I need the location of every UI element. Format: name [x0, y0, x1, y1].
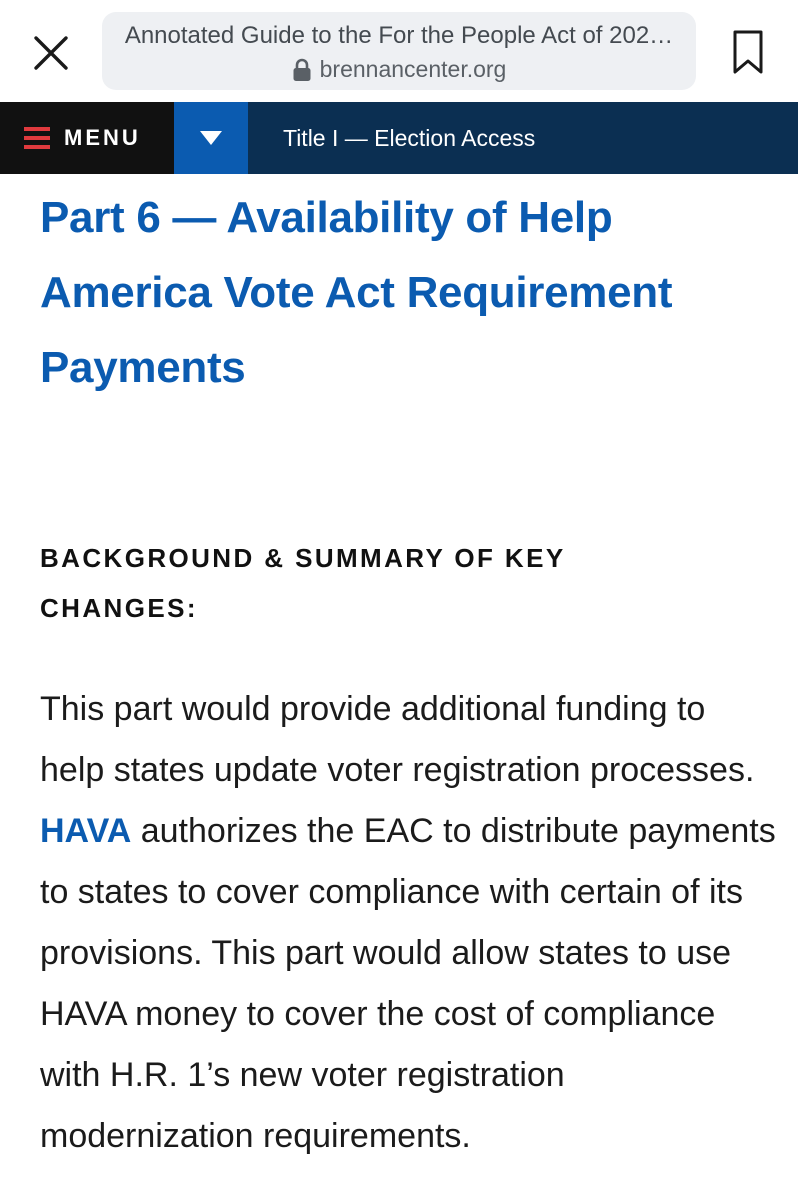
paragraph-text: authorizes the EAC to distribute payments to states to cover compliance with certain of its provisions. This part would allow states to use HAVA money to cover the cost of compliance with H.R. 1’s new voter registration modernization requirements. [40, 812, 776, 1155]
section-dropdown-button[interactable] [174, 102, 248, 174]
page-title [40, 180, 770, 405]
hamburger-icon [24, 127, 50, 149]
paragraph-text: This part would provide additional funding to help states update voter registration processes. [40, 690, 755, 789]
article-content [40, 180, 776, 1167]
address-bar[interactable] [102, 12, 696, 90]
bookmark-icon [732, 29, 764, 75]
summary-paragraph [40, 679, 778, 1167]
heading-line: America Vote Act Requirement [40, 268, 673, 317]
heading-line: Payments [40, 343, 246, 392]
kicker-line: CHANGES: [40, 593, 198, 623]
lock-icon [292, 58, 312, 82]
kicker-line: BACKGROUND & SUMMARY OF KEY [40, 543, 566, 573]
current-section-title[interactable]: Title I — Election Access [283, 125, 536, 151]
page-title-text: Annotated Guide to the For the People Act of 202… [124, 22, 674, 49]
chevron-down-icon [200, 131, 222, 145]
url-host [102, 56, 696, 83]
close-icon [33, 35, 69, 71]
host-text: brennancenter.org [319, 56, 507, 82]
site-nav-bar [0, 102, 798, 174]
close-button[interactable] [28, 30, 74, 76]
menu-button[interactable] [0, 102, 174, 174]
hava-link[interactable]: HAVA [40, 812, 132, 850]
menu-label: MENU [64, 125, 141, 150]
bookmark-button[interactable] [726, 26, 770, 78]
heading-line: Part 6 — Availability of Help [40, 193, 613, 242]
section-kicker [40, 533, 770, 633]
browser-toolbar [0, 0, 798, 102]
